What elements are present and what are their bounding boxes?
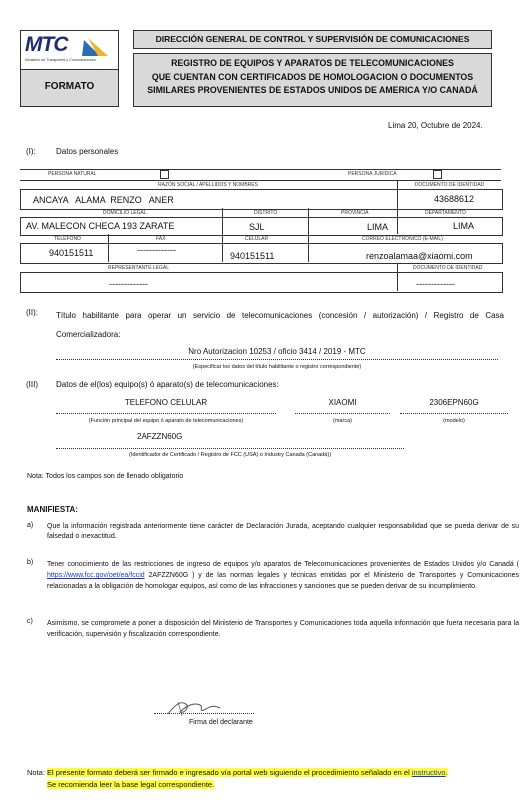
distrito-label: DISTRITO <box>254 210 278 216</box>
manifiesta-title: MANIFIESTA: <box>27 505 78 514</box>
manifiesta-b-part1: Tener conocimiento de las restricciones de ingreso de equipos y/o aparatos de Telecomunicaciones provenientes de Estados Unidos y/o Canadá ( <box>47 561 519 568</box>
correo-label: CORREO ELECTRÓNICO (E-MAIL) <box>362 236 443 242</box>
section2-text: Título habilitante para operar un servicio de telecomunicaciones (concesión / autorización) / Registro de Casa Comercializadora: <box>56 311 504 339</box>
fax-label: FAX <box>156 236 166 242</box>
row-divider <box>308 234 309 262</box>
signature-image <box>160 696 230 720</box>
doc2-label: DOCUMENTO DE IDENTIDAD <box>413 265 483 271</box>
provincia-label: PROVINCIA <box>341 210 369 216</box>
representante-label: REPRESENTANTE LEGAL <box>108 265 170 271</box>
cert-caption: (Identificador de Certificado / Registro de FCC (USA) o Industry Canada (Canadá)) <box>128 452 332 458</box>
razon-social-label: RAZÓN SOCIAL / APELLIDOS Y NOMBRES <box>158 182 258 188</box>
section1-title: Datos personales <box>56 147 119 156</box>
formato-label: FORMATO <box>44 81 95 92</box>
row-divider <box>222 208 223 234</box>
section1-num: (I): <box>26 147 36 156</box>
note2-line2 <box>47 780 214 789</box>
representante-value[interactable]: ------------- <box>109 279 148 289</box>
instructivo-link[interactable]: instructivo <box>411 768 446 777</box>
note-instructivo <box>27 768 448 777</box>
equipo-value[interactable]: TELEFONO CELULAR <box>124 398 208 407</box>
correo-value[interactable]: renzoalamaa@xiaomi.com <box>366 251 473 261</box>
departamento-label: DEPARTAMENTO <box>425 210 466 216</box>
cert-line <box>56 448 404 449</box>
date: Lima 20, Octubre de 2024. <box>388 121 483 130</box>
note2-end: . <box>445 768 448 777</box>
section3-num: (III) <box>26 380 38 389</box>
marca-line <box>295 413 390 414</box>
row-divider <box>308 208 309 234</box>
doc-identidad-value[interactable]: 43688612 <box>434 194 475 204</box>
equipo-line <box>56 413 276 414</box>
modelo-line <box>400 413 508 414</box>
section2-value[interactable]: Nro Autorizacion 10253 / oficio 3414 / 2019 - MTC <box>188 347 366 356</box>
domicilio-label: DOMICILIO LEGAL <box>103 210 147 216</box>
domicilio-value[interactable]: AV. MALECON CHECA 193 ZARATE <box>26 221 175 231</box>
logo-text: MTC <box>25 33 68 56</box>
celular-label: CELULAR <box>245 236 269 242</box>
note2-line2-text: Se recomienda leer la base legal correspondiente. <box>47 780 215 789</box>
persona-natural-checkbox[interactable] <box>160 170 169 179</box>
row-divider <box>222 234 223 262</box>
row-divider <box>397 263 398 291</box>
manifiesta-a-label: a) <box>27 522 34 529</box>
manifiesta-b-part2: 2AFZZN60G ) y de las normas legales y técnicas emitidas por el Ministerio de Transportes y Comunicaciones relacionadas a la obligación de homologar equipos, así como de las infracciones y sanciones que se pueden derivar de su incumplimiento. <box>47 572 519 590</box>
departamento-value[interactable]: LIMA <box>453 221 475 231</box>
distrito-value[interactable]: SJL <box>249 222 265 232</box>
row-divider <box>397 208 398 234</box>
telefono-value[interactable]: 940151511 <box>49 248 94 258</box>
form-title-line1: REGISTRO DE EQUIPOS Y APARATOS DE TELECOMUNICACIONES <box>171 58 454 68</box>
note2-text: El presente formato deberá ser firmado e ingresado vía portal web siguiendo el procedimiento señalado en el <box>47 768 412 777</box>
signature-label: Firma del declarante <box>189 719 253 726</box>
persona-juridica-checkbox[interactable] <box>433 170 442 179</box>
marca-value[interactable]: XIAOMI <box>328 398 357 407</box>
formato-box <box>20 69 119 107</box>
telefono-label: TELEFONO <box>54 236 81 242</box>
title-box <box>133 53 492 107</box>
razon-social-value[interactable]: ANCAYA ALAMA RENZO ANER <box>33 195 174 205</box>
doc2-value[interactable]: ------------- <box>416 279 455 289</box>
manifiesta-b-text <box>47 559 519 592</box>
provincia-value[interactable]: LIMA <box>367 222 389 232</box>
signature-line <box>154 713 254 714</box>
fcc-link[interactable]: https://www.fcc.gov/oet/ea/fccid <box>47 572 145 579</box>
logo-subtitle: Ministerio de Transportes y Comunicaciones <box>25 58 96 62</box>
marca-caption: (marca) <box>333 418 352 424</box>
modelo-value[interactable]: 2306EPN60G <box>429 398 479 407</box>
cert-value[interactable]: 2AFZZN60G <box>137 432 183 441</box>
note-required: Nota: Todos los campos son de llenado obligatorio <box>27 473 184 480</box>
direccion-box <box>133 30 492 49</box>
manifiesta-c-label: c) <box>27 618 33 625</box>
row-divider <box>108 234 109 262</box>
persona-natural-label: PERSONA NATURAL <box>48 171 97 177</box>
manifiesta-b-label: b) <box>27 559 34 566</box>
header-logo-box <box>20 30 119 71</box>
modelo-caption: (modelo) <box>443 418 465 424</box>
section2-line <box>56 359 498 360</box>
section3-text: Datos de el(los) equipo(s) ó aparato(s) de telecomunicaciones: <box>56 380 279 389</box>
celular-value[interactable]: 940151511 <box>230 251 275 261</box>
note2-prefix: Nota: <box>27 768 48 777</box>
doc-identidad-label: DOCUMENTO DE IDENTIDAD <box>414 182 485 188</box>
section2-num: (II): <box>26 308 38 317</box>
manifiesta-a-text: Que la información registrada anteriormente tiene carácter de Declaración Jurada, aceptando cualquier responsabilidad que se pueda derivar de su falsedad o inexactitud. <box>47 523 519 540</box>
equipo-caption: (Función principal del equipo ó aparato de telecomunicaciones) <box>88 418 244 424</box>
persona-juridica-label: PERSONA JURIDICA <box>348 171 397 177</box>
form-title-line3: SIMILARES PROVENIENTES DE ESTADOS UNIDOS DE AMERICA Y/O CANADÁ <box>147 85 478 95</box>
fax-value[interactable]: ------------- <box>137 245 176 255</box>
direccion-title: DIRECCIÓN GENERAL DE CONTROL Y SUPERVISIÓN DE COMUNICACIONES <box>155 34 470 44</box>
form-title-line2: QUE CUENTAN CON CERTIFICADOS DE HOMOLOGACION O DOCUMENTOS <box>151 72 474 82</box>
section2-caption: (Especificar los datos del título habilitante o registro correspondiente) <box>192 364 362 370</box>
manifiesta-c-text: Asimismo, se compromete a poner a disposición del Ministerio de Transportes y Comunicaciones toda aquella información que fuera necesaria para la verificación, supervisión y fiscalización correspondiente. <box>47 620 519 638</box>
row-divider <box>397 180 398 208</box>
